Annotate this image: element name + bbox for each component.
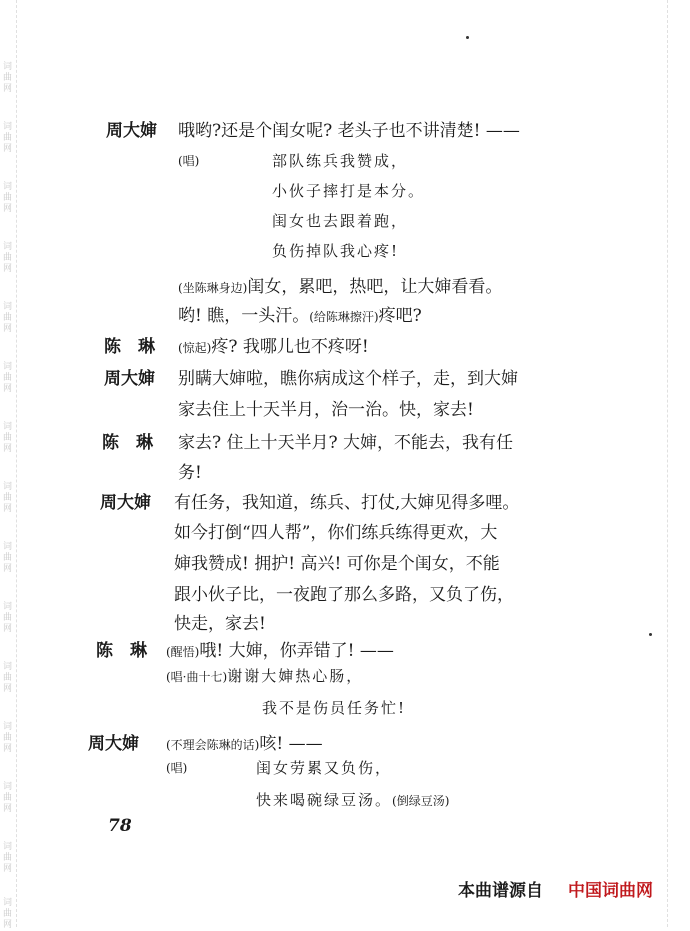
- scan-speck: [649, 633, 652, 636]
- dialogue-line: [174, 580, 514, 605]
- dialogue-line: [178, 364, 518, 389]
- dialogue-line: [166, 757, 187, 777]
- watermark-text: 词 曲 网: [2, 482, 12, 514]
- lyric-text: 谢谢大婶热心肠，: [227, 667, 364, 685]
- dialogue-line: [272, 150, 408, 171]
- dialogue-text: 哟! 瞧，一头汗。: [178, 306, 310, 326]
- dialogue-line: [166, 729, 323, 754]
- stage-direction: (坐陈琳身边): [178, 281, 248, 295]
- dialogue-text: 跟小伙子比，一夜跑了那么多路，又负了伤，: [174, 585, 514, 605]
- dialogue-line: [178, 150, 199, 170]
- dialogue-text: 家去住上十天半月，治一治。快，家去!: [178, 400, 474, 420]
- dialogue-text: 快走，家去!: [174, 614, 266, 634]
- dialogue-line: [256, 757, 392, 778]
- footer-site-name: 中国词曲网: [568, 881, 653, 901]
- watermark-text: 词 曲 网: [2, 122, 12, 154]
- dialogue-text: 哦哟?还是个闺女呢? 老头子也不讲清楚! ——: [178, 121, 520, 141]
- lyric-text: 部队练兵我赞成，: [272, 152, 409, 170]
- watermark-text: 词 曲 网: [2, 422, 12, 454]
- stage-direction: (不理会陈琳的话): [166, 738, 260, 752]
- dialogue-line: [272, 180, 425, 201]
- speaker-name: 陈 琳: [96, 641, 147, 661]
- speaker-name: 陈 琳: [102, 433, 153, 453]
- dialogue-line: [178, 428, 513, 453]
- lyric-text: 闺女也去跟着跑，: [272, 212, 409, 230]
- dialogue-line: [178, 458, 202, 483]
- dialogue-line: [262, 697, 406, 718]
- dialogue-line: [178, 395, 474, 420]
- lyric-text: 闺女劳累又负伤，: [256, 759, 393, 777]
- dialogue-line: [178, 272, 502, 297]
- dialogue-line: [174, 488, 519, 513]
- dialogue-text: 咳! ——: [259, 734, 323, 754]
- watermark-text: 词 曲 网: [2, 542, 12, 574]
- dialogue-line: [174, 609, 266, 634]
- watermark-text: 词 曲 网: [2, 842, 12, 874]
- watermark-text: 词 曲 网: [2, 782, 12, 814]
- stage-direction: (倒绿豆汤): [392, 794, 450, 808]
- watermark-text: 词 曲 网: [2, 662, 12, 694]
- watermark-text: 词 曲 网: [2, 302, 12, 334]
- dialogue-text: 有任务，我知道，练兵、打仗,大婶见得多哩。: [174, 493, 520, 513]
- watermark-text: 词 曲 网: [2, 182, 12, 214]
- dialogue-line: [174, 518, 497, 543]
- lyric-text: 我不是伤员任务忙!: [262, 699, 407, 717]
- stage-direction: (醒悟): [166, 645, 200, 659]
- dialogue-line: [256, 789, 449, 810]
- page-number: 78: [108, 816, 132, 836]
- dialogue-text: 疼吧?: [378, 306, 422, 326]
- dialogue-line: [166, 636, 394, 661]
- speaker-name: 周大婶: [100, 493, 151, 513]
- watermark-text: 词 曲 网: [2, 62, 12, 94]
- lyric-text: 小伙子摔打是本分。: [272, 182, 426, 200]
- dialogue-line: [178, 332, 369, 357]
- speaker-name: 周大婶: [88, 734, 139, 754]
- stage-direction: (给陈琳擦汗): [309, 310, 379, 324]
- stage-direction: (唱): [178, 154, 200, 168]
- dialogue-line: [166, 665, 363, 686]
- lyric-text: 快来喝碗绿豆汤。: [256, 791, 393, 809]
- dialogue-text: 哦! 大婶，你弄错了! ——: [199, 641, 394, 661]
- dialogue-text: 婶我赞成! 拥护! 高兴! 可你是个闺女，不能: [174, 554, 500, 574]
- dialogue-line: [272, 210, 408, 231]
- dialogue-text: 疼? 我哪儿也不疼呀!: [211, 337, 369, 357]
- watermark-text: 词 曲 网: [2, 242, 12, 274]
- dialogue-line: [178, 116, 520, 141]
- left-margin-strip: [0, 0, 17, 930]
- lyric-text: 负伤掉队我心疼!: [272, 242, 400, 260]
- stage-direction: (唱·曲十七): [166, 670, 228, 684]
- dialogue-line: [272, 240, 399, 261]
- dialogue-text: 闺女，累吧，热吧，让大婶看看。: [247, 277, 503, 297]
- stage-direction: (惊起): [178, 341, 212, 355]
- dialogue-text: 家去? 住上十天半月? 大婶，不能去，我有任: [178, 433, 514, 453]
- scan-speck: [466, 36, 469, 39]
- watermark-text: 词 曲 网: [2, 898, 12, 930]
- dialogue-line: [178, 301, 422, 326]
- right-margin-strip: [667, 0, 690, 927]
- watermark-text: 词 曲 网: [2, 722, 12, 754]
- watermark-text: 词 曲 网: [2, 602, 12, 634]
- dialogue-text: 如今打倒“四人帮”，你们练兵练得更欢，大: [174, 523, 498, 543]
- dialogue-text: 务!: [178, 463, 202, 483]
- dialogue-line: [174, 549, 500, 574]
- speaker-name: 陈 琳: [104, 337, 155, 357]
- watermark-text: 词 曲 网: [2, 362, 12, 394]
- footer-source-label: 本曲谱源自: [458, 881, 543, 901]
- speaker-name: 周大婶: [106, 121, 157, 141]
- speaker-name: 周大婶: [104, 369, 155, 389]
- stage-direction: (唱): [166, 761, 188, 775]
- dialogue-text: 别瞒大婶啦，瞧你病成这个样子，走，到大婶: [178, 369, 518, 389]
